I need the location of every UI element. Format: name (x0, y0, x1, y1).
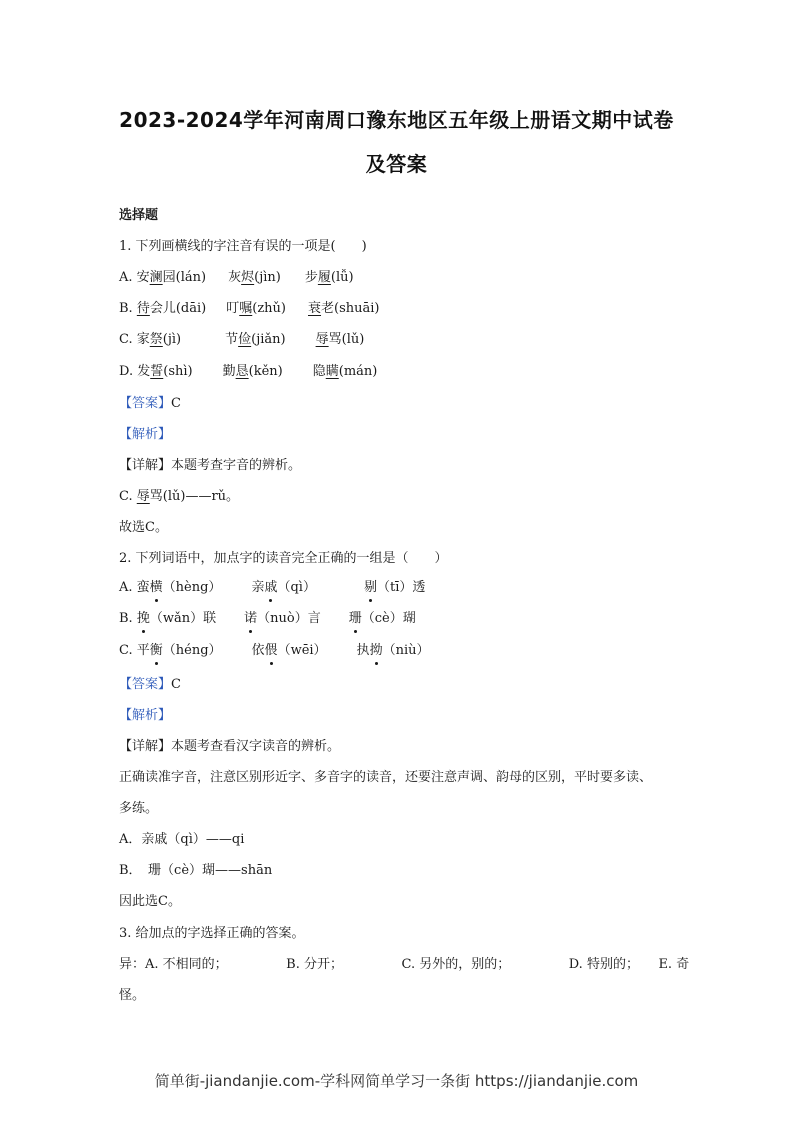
page-footer: 简单街-jiandanjie.com-学科网简单学习一条街 https://jiandanjie.com (154, 1072, 639, 1090)
q1-option-d: D. 发誓(shì) 勤恳(kěn) 隐瞒(mán) (119, 364, 378, 379)
document-title-line2: 及答案 (365, 152, 428, 176)
q3-line2: 怪。 (119, 988, 146, 1003)
q1-stem: 1. 下列画横线的字注音有误的一项是( ) (119, 239, 367, 254)
q2-note-a: A．亲戚（qì）——qi (119, 832, 245, 847)
q1-answer: 【答案】C (119, 396, 181, 411)
q2-paragraph-line2: 多练。 (119, 801, 159, 816)
q1-option-a: A. 安澜园(lán) 灰烬(jìn) 步履(lǚ) (119, 270, 354, 285)
q2-option-b: B. 挽（wǎn）联 诺（nuò）言 珊（cè）瑚 (119, 611, 416, 626)
q1-detail: 【详解】本题考查字音的辨析。 (119, 458, 302, 473)
q2-paragraph-line1: 正确读准字音，注意区别形近字、多音字的读音，还要注意声调、韵母的区别，平时要多读、 (119, 770, 653, 785)
q1-analysis-tag: 【解析】 (119, 427, 172, 442)
q1-option-b: B. 待会儿(dāi) 叮嘱(zhǔ) 衰老(shuāi) (119, 301, 380, 316)
q2-conclusion: 因此选C。 (119, 894, 181, 909)
q2-answer: 【答案】C (119, 677, 181, 692)
q2-detail: 【详解】本题考查看汉字读音的辨析。 (119, 739, 341, 754)
q1-note: C. 辱骂(lǔ)——rǔ。 (119, 489, 240, 504)
q1-option-c: C. 家祭(jì) 节俭(jiǎn) 辱骂(lǔ) (119, 332, 365, 347)
section-heading: 选择题 (119, 208, 159, 223)
q2-note-b: B． 珊（cè）瑚——shān (119, 863, 273, 878)
q2-analysis-tag: 【解析】 (119, 708, 172, 723)
q2-option-c: C. 平衡（héng） 依偎（wēi） 执拗（niù） (119, 643, 430, 658)
document-title-line1: 2023-2024学年河南周口豫东地区五年级上册语文期中试卷 (119, 108, 674, 132)
q2-stem: 2. 下列词语中，加点字的读音完全正确的一组是（ ） (119, 551, 448, 566)
q3-stem: 3. 给加点的字选择正确的答案。 (119, 926, 305, 941)
q1-conclusion: 故选C。 (119, 520, 168, 535)
q3-line1: 异：A. 不相同的； B. 分开； C. 另外的，别的； D. 特别的； E. 奇 (119, 957, 690, 972)
q2-option-a: A. 蛮横（hèng） 亲戚（qì） 剔（tī）透 (119, 580, 426, 595)
